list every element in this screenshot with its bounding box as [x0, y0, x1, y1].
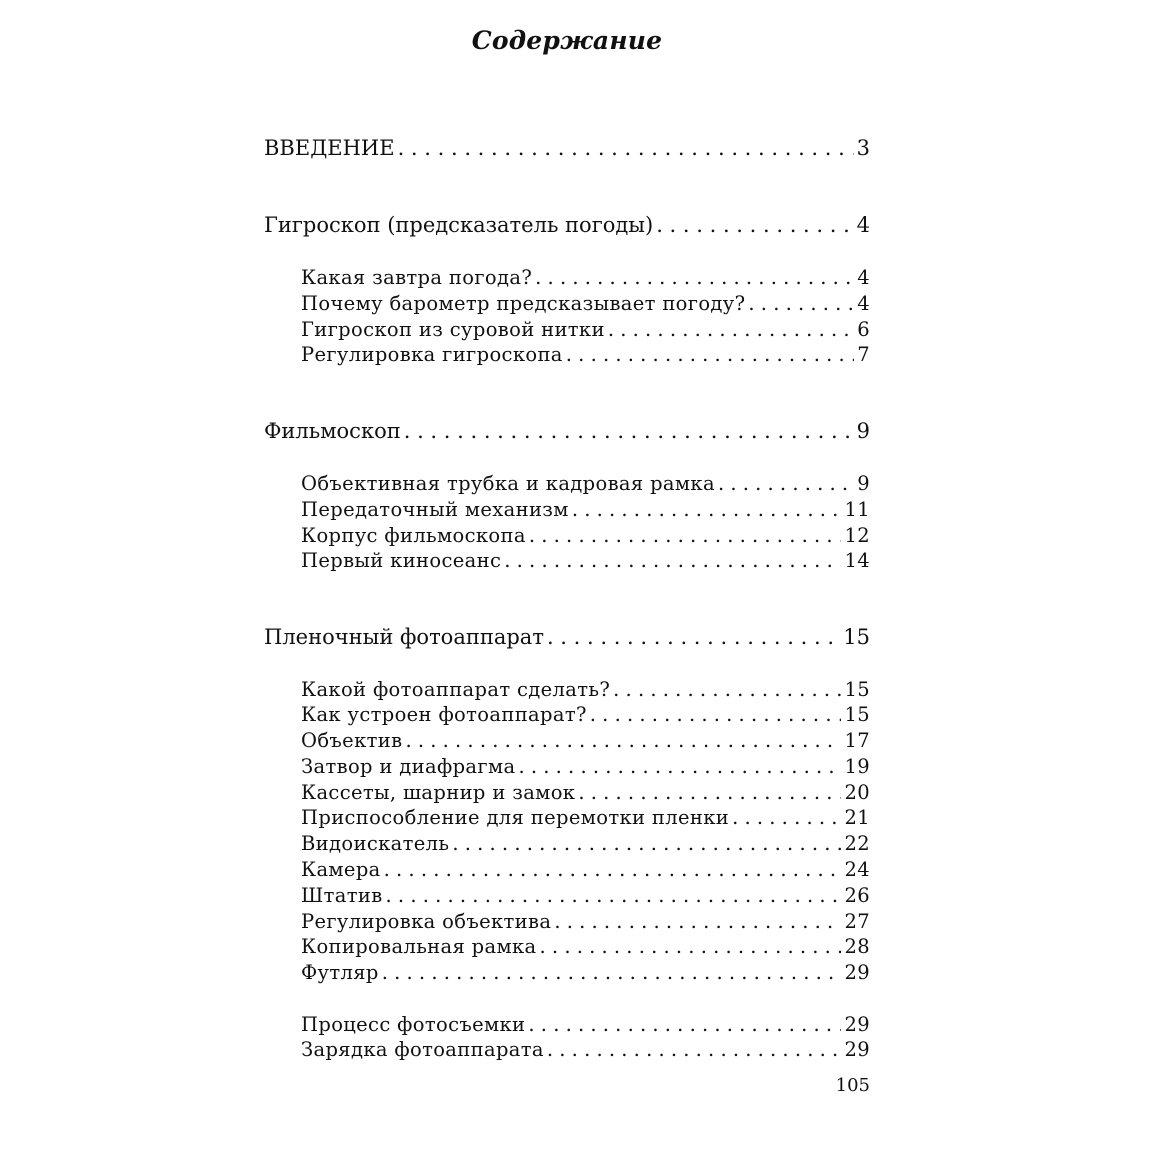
toc-entry-label: Почему барометр предсказывает погоду? — [301, 292, 746, 315]
dot-leader — [529, 524, 842, 547]
toc-entry-label: Приспособление для перемотки пленки — [301, 806, 730, 829]
toc-entry-page: 14 — [844, 549, 870, 572]
toc-entry-subsection[interactable] — [301, 858, 870, 886]
toc-entry-subsection[interactable] — [301, 472, 870, 500]
toc-entry-page: 15 — [844, 678, 870, 701]
toc-entry-page: 22 — [844, 832, 870, 855]
toc-entry-label: Штатив — [301, 884, 383, 907]
toc-entry-subsection[interactable] — [301, 729, 870, 757]
dot-leader — [608, 318, 854, 341]
toc-entry-label: Регулировка объектива — [301, 910, 552, 933]
toc-entry-label: Какая завтра погода? — [301, 266, 533, 289]
toc-entry-page: 26 — [844, 884, 870, 907]
toc-entry-page: 28 — [844, 935, 870, 958]
toc-entry-page: 21 — [844, 806, 870, 829]
dot-leader — [382, 961, 842, 984]
dot-leader — [405, 729, 841, 752]
toc-entry-label: Первый киносеанс — [301, 549, 502, 572]
dot-leader — [748, 292, 854, 315]
toc-entry-page: 20 — [844, 781, 870, 804]
toc-entry-label: Регулировка гигроскопа — [301, 343, 563, 366]
dot-leader — [547, 625, 840, 649]
page-title: Содержание — [471, 26, 663, 55]
toc-entry-label: ВВЕДЕНИЕ — [264, 136, 395, 160]
toc-entry-label: Пленочный фотоаппарат — [264, 625, 544, 649]
dot-leader — [518, 755, 841, 778]
dot-leader — [386, 884, 842, 907]
toc-entry-subsection[interactable] — [301, 884, 870, 912]
toc-entry-subsection[interactable] — [301, 549, 870, 577]
toc-entry-page: 4 — [856, 213, 870, 237]
dot-leader — [554, 910, 841, 933]
dot-leader — [613, 678, 841, 701]
dot-leader — [535, 266, 854, 289]
page-number: 105 — [835, 1075, 870, 1096]
toc-entry-label: Гигроскоп (предсказатель погоды) — [264, 213, 654, 237]
toc-entry-label: Объектив — [301, 729, 403, 752]
toc-entry-page: 17 — [844, 729, 870, 752]
toc-entry-page: 4 — [857, 292, 870, 315]
toc-entry-subsection[interactable] — [301, 781, 870, 809]
toc-entry-label: Процесс фотосъемки — [301, 1013, 526, 1036]
toc-entry-label: Корпус фильмоскопа — [301, 524, 526, 547]
toc-entry-page: 12 — [844, 524, 870, 547]
dot-leader — [404, 419, 854, 443]
toc-entry-subsection[interactable] — [301, 1013, 870, 1041]
dot-leader — [452, 832, 841, 855]
toc-entry-page: 9 — [856, 419, 870, 443]
toc-entry-section[interactable] — [264, 419, 870, 447]
dot-leader — [590, 703, 842, 726]
toc-entry-label: Камера — [301, 858, 381, 881]
dot-leader — [572, 498, 842, 521]
dot-leader — [540, 935, 842, 958]
toc-entry-page: 29 — [844, 1013, 870, 1036]
dot-leader — [547, 1038, 842, 1061]
toc-entry-subsection[interactable] — [301, 935, 870, 963]
dot-leader — [504, 549, 841, 572]
toc-entry-label: Какой фотоаппарат сделать? — [301, 678, 611, 701]
toc-entry-subsection[interactable] — [301, 961, 870, 989]
toc-entry-subsection[interactable] — [301, 318, 870, 346]
toc-entry-page: 24 — [844, 858, 870, 881]
toc-entry-subsection[interactable] — [301, 292, 870, 320]
toc-entry-label: Как устроен фотоаппарат? — [301, 703, 587, 726]
toc-entry-page: 15 — [844, 703, 870, 726]
dot-leader — [578, 781, 841, 804]
toc-entry-subsection[interactable] — [301, 910, 870, 938]
toc-entry-subsection[interactable] — [301, 343, 870, 371]
toc-entry-section[interactable] — [264, 625, 870, 653]
toc-entry-section[interactable] — [264, 136, 870, 164]
toc-entry-label: Фильмоскоп — [264, 419, 401, 443]
dot-leader — [566, 343, 854, 366]
toc-entry-label: Кассеты, шарнир и замок — [301, 781, 576, 804]
dot-leader — [398, 136, 854, 160]
toc-entry-subsection[interactable] — [301, 678, 870, 706]
dot-leader — [718, 472, 854, 495]
dot-leader — [656, 213, 853, 237]
toc-entry-page: 19 — [844, 755, 870, 778]
toc-entry-page: 11 — [844, 498, 870, 521]
toc-entry-subsection[interactable] — [301, 755, 870, 783]
toc-entry-subsection[interactable] — [301, 524, 870, 552]
toc-entry-page: 4 — [857, 266, 870, 289]
toc-entry-page: 7 — [857, 343, 870, 366]
dot-leader — [732, 806, 841, 829]
toc-entry-label: Зарядка фотоаппарата — [301, 1038, 544, 1061]
dot-leader — [384, 858, 842, 881]
toc-entry-label: Видоискатель — [301, 832, 450, 855]
toc-entry-page: 29 — [844, 1038, 870, 1061]
toc-entry-page: 3 — [856, 136, 870, 160]
toc-entry-page: 15 — [843, 625, 870, 649]
dot-leader — [528, 1013, 841, 1036]
toc-entry-page: 29 — [844, 961, 870, 984]
toc-entry-subsection[interactable] — [301, 806, 870, 834]
toc-entry-page: 9 — [857, 472, 870, 495]
toc-entry-page: 27 — [844, 910, 870, 933]
toc-entry-subsection[interactable] — [301, 703, 870, 731]
toc-entry-subsection[interactable] — [301, 832, 870, 860]
toc-entry-subsection[interactable] — [301, 1038, 870, 1066]
toc-entry-page: 6 — [857, 318, 870, 341]
toc-entry-label: Передаточный механизм — [301, 498, 569, 521]
toc-entry-subsection[interactable] — [301, 266, 870, 294]
toc-entry-label: Гигроскоп из суровой нитки — [301, 318, 605, 341]
toc-entry-label: Затвор и диафрагма — [301, 755, 516, 778]
toc-entry-subsection[interactable] — [301, 498, 870, 526]
toc-entry-section[interactable] — [264, 213, 870, 241]
toc-entry-label: Футляр — [301, 961, 379, 984]
toc-entry-label: Копировальная рамка — [301, 935, 537, 958]
toc-entry-label: Объективная трубка и кадровая рамка — [301, 472, 715, 495]
